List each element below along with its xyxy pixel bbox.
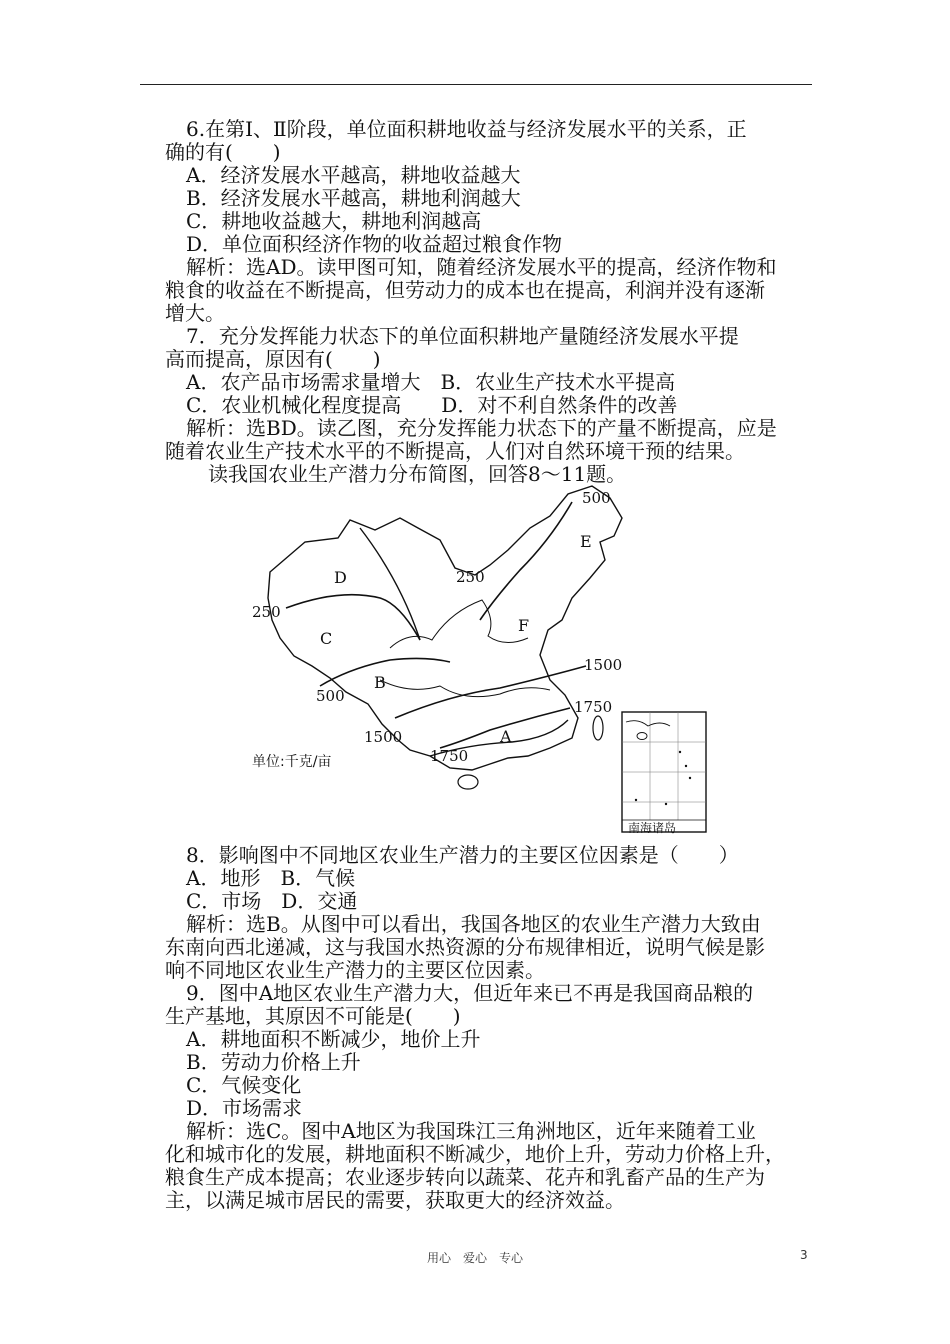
q9-option-d: D．市场需求 xyxy=(186,1096,303,1120)
page-number: 3 xyxy=(800,1248,808,1262)
taiwan-island xyxy=(593,716,603,740)
q6-analysis-line3: 增大。 xyxy=(165,301,225,325)
isoline-250-west xyxy=(286,595,420,640)
isoline-250-north xyxy=(360,528,420,640)
region-label-d: D xyxy=(334,568,347,587)
q9-analysis-line3: 粮食生产成本提高；农业逐步转向以蔬菜、花卉和乳畜产品的生产为 xyxy=(165,1165,765,1189)
q9-analysis-line2: 化和城市化的发展，耕地面积不断减少，地价上升，劳动力价格上升， xyxy=(165,1142,785,1166)
map-intro: 读我国农业生产潜力分布简图，回答8～11题。 xyxy=(208,462,627,486)
q7-options-cd: C．农业机械化程度提高 D．对不利自然条件的改善 xyxy=(186,393,678,417)
isoline-label-1750-south: 1750 xyxy=(430,747,469,765)
region-label-c: C xyxy=(320,629,333,648)
q8-analysis-line2: 东南向西北递减，这与我国水热资源的分布规律相近，说明气候是影 xyxy=(165,935,765,959)
q9-analysis-line1: 解析：选C。图中A地区为我国珠江三角洲地区，近年来随着工业 xyxy=(186,1119,756,1143)
region-label-b: B xyxy=(374,673,386,692)
q9-option-b: B．劳动力价格上升 xyxy=(186,1050,361,1074)
isoline-label-500-ne: 500 xyxy=(582,489,611,507)
q9-option-c: C．气候变化 xyxy=(186,1073,302,1097)
isoline-label-250-west: 250 xyxy=(252,603,281,621)
q6-stem-line2: 确的有( ) xyxy=(165,140,281,164)
isoline-label-500-southwest: 500 xyxy=(316,687,345,705)
q8-options-ab: A．地形 B．气候 xyxy=(186,866,356,890)
footer-motto: 用心 爱心 专心 xyxy=(426,1251,523,1265)
q7-stem-line2: 高而提高，原因有( ) xyxy=(165,347,381,371)
q6-option-c: C．耕地收益越大，耕地利润越高 xyxy=(186,209,482,233)
q6-analysis-line1: 解析：选AD。读甲图可知，随着经济发展水平的提高，经济作物和 xyxy=(186,255,777,279)
isoline-label-1750-east: 1750 xyxy=(574,698,613,716)
isoline-label-1500-east: 1500 xyxy=(584,656,623,674)
region-label-e: E xyxy=(580,532,592,551)
isoline-1500-north xyxy=(395,666,586,718)
isoline-label-1500-south: 1500 xyxy=(364,728,403,746)
q6-analysis-line2: 粮食的收益在不断提高，但劳动力的成本也在提高，利润并没有逐渐 xyxy=(165,278,765,302)
q9-option-a: A．耕地面积不断减少，地价上升 xyxy=(186,1027,481,1051)
q6-stem-line1: 6.在第Ⅰ、Ⅱ阶段，单位面积耕地收益与经济发展水平的关系，正 xyxy=(186,117,747,141)
q8-options-cd: C．市场 D．交通 xyxy=(186,889,358,913)
map-unit-label: 单位:千克/亩 xyxy=(252,754,332,770)
q9-stem-line2: 生产基地，其原因不可能是( ) xyxy=(165,1004,461,1028)
inset-label: 南海诸岛 xyxy=(628,821,677,835)
q7-stem-line1: 7．充分发挥能力状态下的单位面积耕地产量随经济发展水平提 xyxy=(186,324,739,348)
q7-analysis-line1: 解析：选BD。读乙图，充分发挥能力状态下的产量不断提高，应是 xyxy=(186,416,777,440)
hainan-island xyxy=(458,775,478,789)
q8-analysis-line3: 响不同地区农业生产潜力的主要区位因素。 xyxy=(165,958,545,982)
q6-option-a: A．经济发展水平越高，耕地收益越大 xyxy=(186,163,521,187)
q9-stem-line1: 9．图中A地区农业生产潜力大，但近年来已不再是我国商品粮的 xyxy=(186,981,754,1005)
q6-option-d: D．单位面积经济作物的收益超过粮食作物 xyxy=(186,232,563,256)
region-label-f: F xyxy=(518,616,530,635)
q8-analysis-line1: 解析：选B。从图中可以看出，我国各地区的农业生产潜力大致由 xyxy=(186,912,761,936)
q9-analysis-line4: 主，以满足城市居民的需要，获取更大的经济效益。 xyxy=(165,1188,625,1212)
china-outline xyxy=(268,486,622,770)
q8-stem: 8．影响图中不同地区农业生产潜力的主要区位因素是（ ） xyxy=(186,843,739,867)
header-rule xyxy=(140,84,812,85)
q6-option-b: B．经济发展水平越高，耕地利润越大 xyxy=(186,186,521,210)
isoline-label-250-center: 250 xyxy=(456,568,485,586)
china-agricultural-potential-map xyxy=(250,480,710,840)
q7-options-ab: A．农产品市场需求量增大 B．农业生产技术水平提高 xyxy=(186,370,676,394)
q7-analysis-line2: 随着农业生产技术水平的不断提高，人们对自然环境干预的结果。 xyxy=(165,439,745,463)
region-label-a: A xyxy=(500,727,512,746)
